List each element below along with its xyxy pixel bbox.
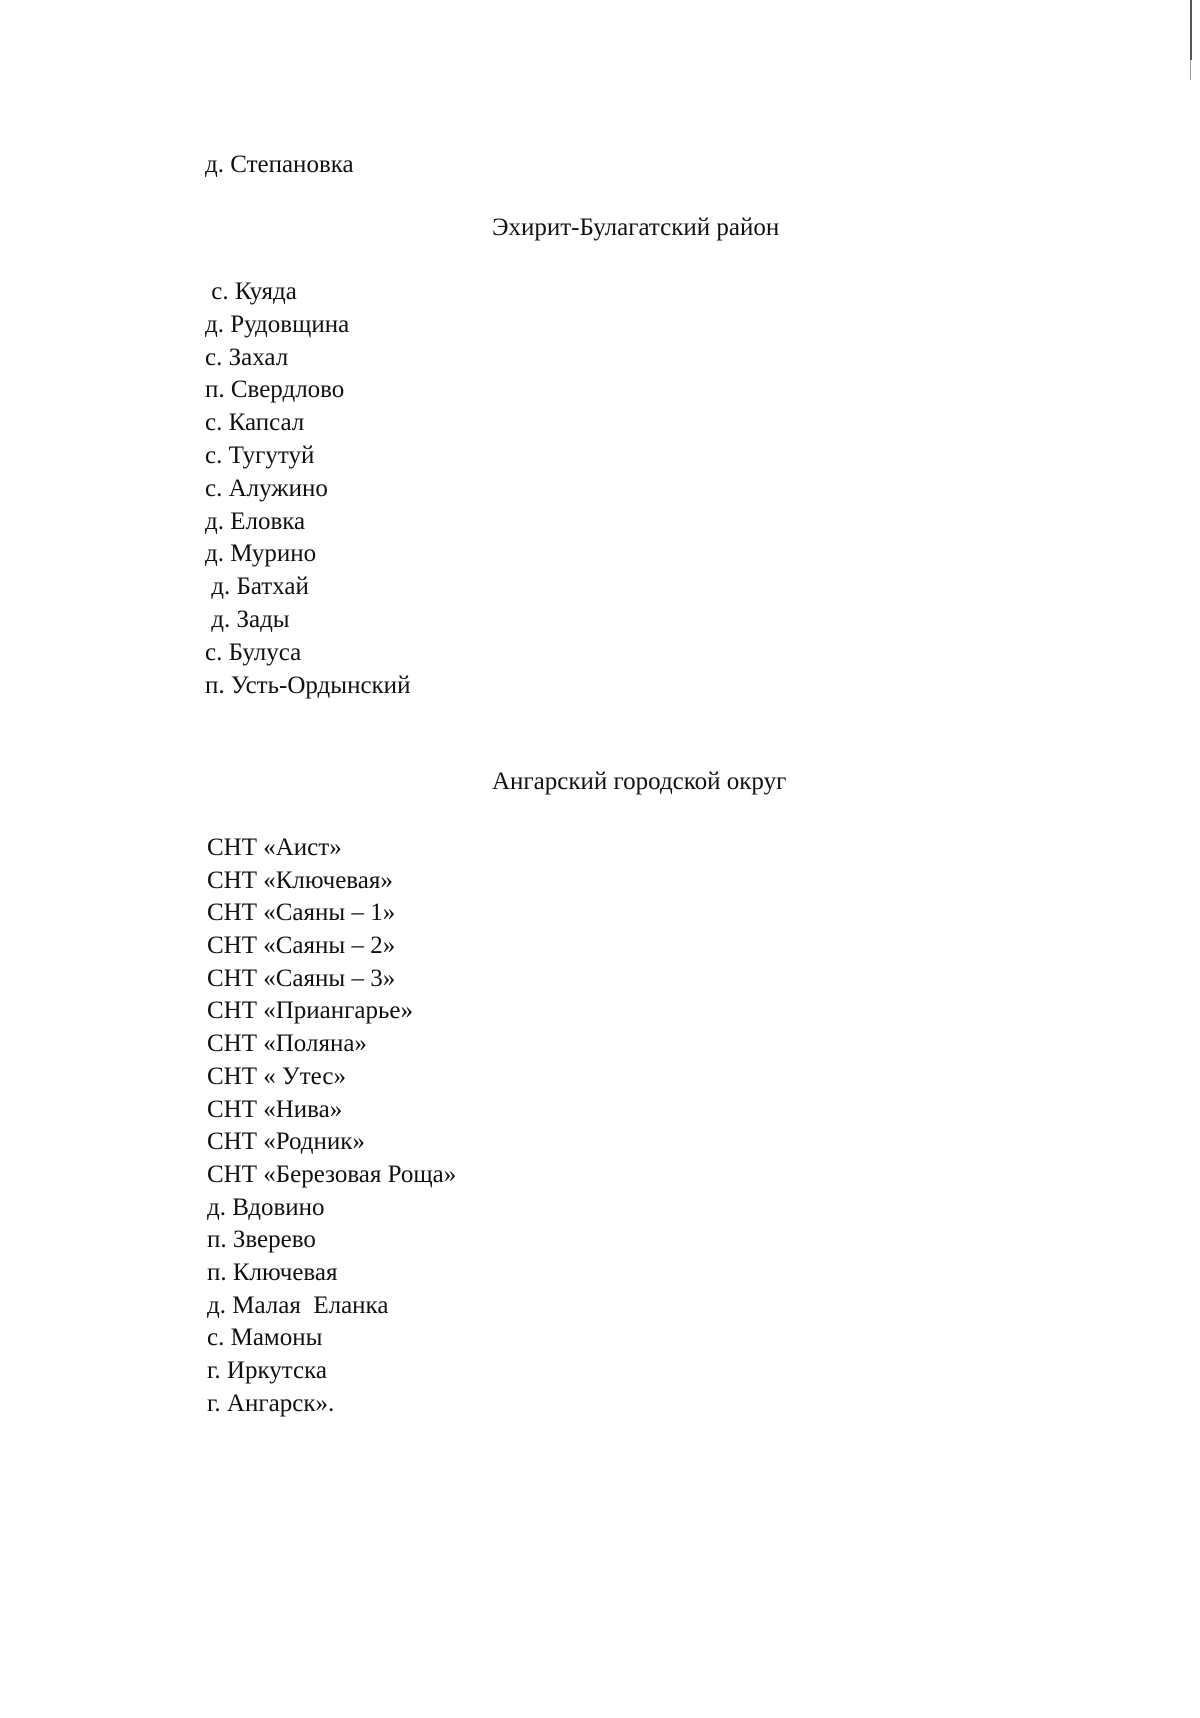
list-item: СНТ «Нива» [207, 1095, 343, 1123]
list-item: с. Куяда [205, 278, 297, 305]
list-item: с. Захал [205, 343, 289, 371]
list-item: г. Ангарск». [207, 1389, 335, 1417]
list-item: д. Рудовщина [205, 310, 350, 338]
list-item: п. Ключевая [207, 1258, 338, 1286]
list-item: с. Мамоны [207, 1324, 323, 1352]
list-item: с. Булуса [205, 638, 302, 666]
list-item: д. Вдовино [207, 1193, 325, 1221]
list-item: с. Тугутуй [205, 441, 315, 469]
scan-edge-mark [1190, 0, 1192, 60]
list-item: п. Усть-Ордынский [205, 671, 411, 699]
scan-edge-mark-lower [1190, 60, 1191, 80]
list-item: д. Еловка [205, 507, 306, 535]
intro-line: д. Степановка [205, 151, 354, 178]
list-item: СНТ «Ключевая» [207, 866, 393, 894]
settlement-list-ekhirit-bulagat [205, 276, 410, 702]
list-item: г. Иркутска [207, 1357, 327, 1384]
list-item: д. Батхай [205, 573, 309, 601]
list-item: СНТ «Саяны – 1» [207, 899, 396, 927]
list-item: СНТ «Приангарье» [207, 997, 414, 1025]
list-item: п. Зверево [207, 1226, 316, 1254]
list-item: с. Алужино [205, 474, 328, 502]
settlement-list-angarsk [207, 832, 456, 1420]
list-item: с. Капсал [205, 409, 305, 437]
section-heading-angarsk: Ангарский городской округ [492, 768, 787, 795]
list-item: д. Мурино [205, 540, 317, 568]
list-item: д. Малая Еланка [207, 1291, 389, 1319]
list-item: СНТ «Аист» [207, 834, 342, 861]
list-item: СНТ «Саяны – 3» [207, 964, 396, 992]
list-item: п. Свердлово [205, 376, 345, 404]
list-item: СНТ «Березовая Роща» [207, 1160, 457, 1188]
list-item: СНТ « Утес» [207, 1062, 346, 1090]
list-item: д. Зады [205, 605, 290, 633]
list-item: СНТ «Поляна» [207, 1030, 367, 1058]
list-item: СНТ «Родник» [207, 1128, 365, 1156]
section-heading-ekhirit-bulagat: Эхирит-Булагатский район [492, 214, 780, 241]
list-item: СНТ «Саяны – 2» [207, 932, 396, 960]
